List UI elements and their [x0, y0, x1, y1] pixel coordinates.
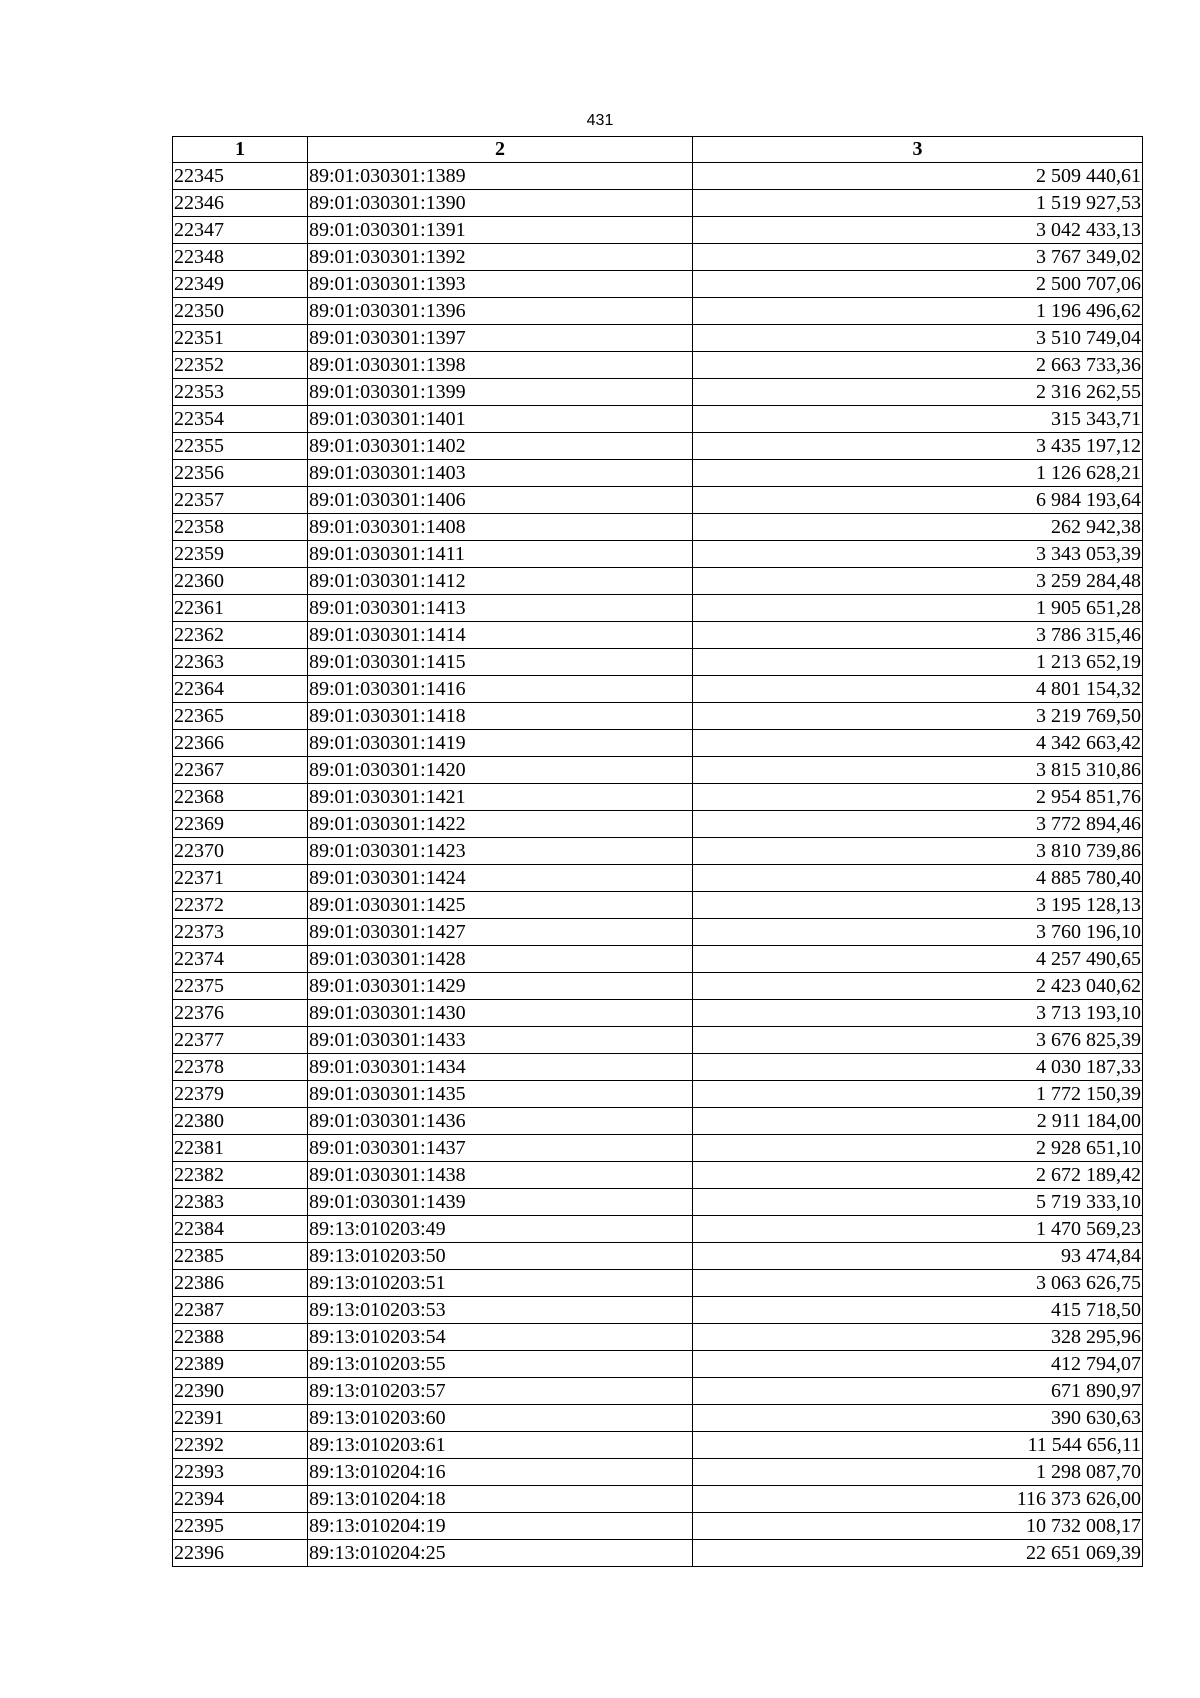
value-cell: 3 510 749,04: [693, 325, 1143, 352]
cadastral-number-cell: 89:01:030301:1428: [308, 946, 693, 973]
row-number-cell: 22350: [173, 298, 308, 325]
table-row: [173, 1135, 1143, 1162]
cadastral-number-cell: 89:01:030301:1391: [308, 217, 693, 244]
cadastral-number-cell: 89:13:010204:19: [308, 1513, 693, 1540]
table-row: [173, 325, 1143, 352]
row-number-cell: 22359: [173, 541, 308, 568]
value-cell: 2 954 851,76: [693, 784, 1143, 811]
cadastral-number-cell: 89:01:030301:1408: [308, 514, 693, 541]
value-cell: 6 984 193,64: [693, 487, 1143, 514]
cadastral-number-cell: 89:01:030301:1401: [308, 406, 693, 433]
cadastral-number-cell: 89:01:030301:1439: [308, 1189, 693, 1216]
value-cell: 3 772 894,46: [693, 811, 1143, 838]
table-row: [173, 1027, 1143, 1054]
value-cell: 328 295,96: [693, 1324, 1143, 1351]
row-number-cell: 22360: [173, 568, 308, 595]
value-cell: 1 772 150,39: [693, 1081, 1143, 1108]
value-cell: 2 663 733,36: [693, 352, 1143, 379]
table-row: [173, 1216, 1143, 1243]
table-row: [173, 1243, 1143, 1270]
table-row: [173, 406, 1143, 433]
cadastral-number-cell: 89:01:030301:1427: [308, 919, 693, 946]
row-number-cell: 22357: [173, 487, 308, 514]
table-row: [173, 595, 1143, 622]
value-cell: 412 794,07: [693, 1351, 1143, 1378]
table-row: [173, 1324, 1143, 1351]
row-number-cell: 22364: [173, 676, 308, 703]
cadastral-number-cell: 89:01:030301:1413: [308, 595, 693, 622]
value-cell: 93 474,84: [693, 1243, 1143, 1270]
value-cell: 3 435 197,12: [693, 433, 1143, 460]
value-cell: 4 885 780,40: [693, 865, 1143, 892]
cadastral-number-cell: 89:01:030301:1418: [308, 703, 693, 730]
row-number-cell: 22390: [173, 1378, 308, 1405]
cadastral-number-cell: 89:01:030301:1412: [308, 568, 693, 595]
table-row: [173, 541, 1143, 568]
value-cell: 22 651 069,39: [693, 1540, 1143, 1567]
value-cell: 1 470 569,23: [693, 1216, 1143, 1243]
table-row: [173, 352, 1143, 379]
cadastral-number-cell: 89:01:030301:1416: [308, 676, 693, 703]
row-number-cell: 22369: [173, 811, 308, 838]
cadastral-number-cell: 89:01:030301:1419: [308, 730, 693, 757]
table-row: [173, 1432, 1143, 1459]
table-row: [173, 703, 1143, 730]
value-cell: 2 509 440,61: [693, 163, 1143, 190]
row-number-cell: 22391: [173, 1405, 308, 1432]
value-cell: 262 942,38: [693, 514, 1143, 541]
cadastral-number-cell: 89:13:010204:16: [308, 1459, 693, 1486]
cadastral-number-cell: 89:13:010203:54: [308, 1324, 693, 1351]
row-number-cell: 22370: [173, 838, 308, 865]
cadastral-number-cell: 89:01:030301:1436: [308, 1108, 693, 1135]
value-cell: 4 257 490,65: [693, 946, 1143, 973]
value-cell: 4 342 663,42: [693, 730, 1143, 757]
cadastral-number-cell: 89:13:010203:50: [308, 1243, 693, 1270]
table-row: [173, 1108, 1143, 1135]
table-row: [173, 271, 1143, 298]
cadastral-number-cell: 89:13:010203:51: [308, 1270, 693, 1297]
value-cell: 3 786 315,46: [693, 622, 1143, 649]
table-row: [173, 379, 1143, 406]
value-cell: 4 801 154,32: [693, 676, 1143, 703]
cadastral-number-cell: 89:01:030301:1425: [308, 892, 693, 919]
value-cell: 1 519 927,53: [693, 190, 1143, 217]
table-row: [173, 1405, 1143, 1432]
cadastral-number-cell: 89:01:030301:1399: [308, 379, 693, 406]
row-number-cell: 22376: [173, 1000, 308, 1027]
row-number-cell: 22352: [173, 352, 308, 379]
row-number-cell: 22385: [173, 1243, 308, 1270]
row-number-cell: 22373: [173, 919, 308, 946]
column-header-1: 1: [173, 137, 308, 163]
cadastral-number-cell: 89:13:010204:18: [308, 1486, 693, 1513]
value-cell: 1 126 628,21: [693, 460, 1143, 487]
table-row: [173, 163, 1143, 190]
value-cell: 10 732 008,17: [693, 1513, 1143, 1540]
row-number-cell: 22396: [173, 1540, 308, 1567]
table-row: [173, 1459, 1143, 1486]
table-row: [173, 919, 1143, 946]
table-row: [173, 865, 1143, 892]
row-number-cell: 22368: [173, 784, 308, 811]
cadastral-number-cell: 89:01:030301:1406: [308, 487, 693, 514]
cadastral-number-cell: 89:01:030301:1402: [308, 433, 693, 460]
row-number-cell: 22366: [173, 730, 308, 757]
value-cell: 3 760 196,10: [693, 919, 1143, 946]
row-number-cell: 22383: [173, 1189, 308, 1216]
cadastral-number-cell: 89:01:030301:1424: [308, 865, 693, 892]
row-number-cell: 22355: [173, 433, 308, 460]
table-row: [173, 838, 1143, 865]
table-row: [173, 757, 1143, 784]
table-row: [173, 1486, 1143, 1513]
cadastral-number-cell: 89:01:030301:1414: [308, 622, 693, 649]
table-row: [173, 1351, 1143, 1378]
value-cell: 1 905 651,28: [693, 595, 1143, 622]
table-row: [173, 1513, 1143, 1540]
value-cell: 2 316 262,55: [693, 379, 1143, 406]
table-row: [173, 1000, 1143, 1027]
value-cell: 2 423 040,62: [693, 973, 1143, 1000]
table-row: [173, 190, 1143, 217]
row-number-cell: 22349: [173, 271, 308, 298]
table-row: [173, 892, 1143, 919]
value-cell: 3 219 769,50: [693, 703, 1143, 730]
cadastral-number-cell: 89:01:030301:1429: [308, 973, 693, 1000]
row-number-cell: 22347: [173, 217, 308, 244]
table-row: [173, 811, 1143, 838]
value-cell: 3 063 626,75: [693, 1270, 1143, 1297]
table-row: [173, 568, 1143, 595]
value-cell: 1 298 087,70: [693, 1459, 1143, 1486]
table-row: [173, 946, 1143, 973]
cadastral-number-cell: 89:01:030301:1392: [308, 244, 693, 271]
value-cell: 3 815 310,86: [693, 757, 1143, 784]
cadastral-number-cell: 89:01:030301:1415: [308, 649, 693, 676]
cadastral-number-cell: 89:01:030301:1438: [308, 1162, 693, 1189]
row-number-cell: 22392: [173, 1432, 308, 1459]
column-header-3: 3: [693, 137, 1143, 163]
row-number-cell: 22356: [173, 460, 308, 487]
value-cell: 3 042 433,13: [693, 217, 1143, 244]
table-row: [173, 1081, 1143, 1108]
row-number-cell: 22372: [173, 892, 308, 919]
cadastral-number-cell: 89:13:010203:57: [308, 1378, 693, 1405]
value-cell: 2 672 189,42: [693, 1162, 1143, 1189]
cadastral-number-cell: 89:01:030301:1403: [308, 460, 693, 487]
row-number-cell: 22388: [173, 1324, 308, 1351]
data-table: [172, 136, 1143, 1567]
column-header-2: 2: [308, 137, 693, 163]
value-cell: 3 810 739,86: [693, 838, 1143, 865]
page-number: 431: [586, 112, 614, 129]
table-row: [173, 487, 1143, 514]
row-number-cell: 22387: [173, 1297, 308, 1324]
row-number-cell: 22367: [173, 757, 308, 784]
row-number-cell: 22348: [173, 244, 308, 271]
row-number-cell: 22386: [173, 1270, 308, 1297]
cadastral-number-cell: 89:13:010204:25: [308, 1540, 693, 1567]
cadastral-number-cell: 89:13:010203:53: [308, 1297, 693, 1324]
row-number-cell: 22394: [173, 1486, 308, 1513]
row-number-cell: 22353: [173, 379, 308, 406]
table-row: [173, 622, 1143, 649]
row-number-cell: 22358: [173, 514, 308, 541]
cadastral-number-cell: 89:13:010203:55: [308, 1351, 693, 1378]
value-cell: 2 928 651,10: [693, 1135, 1143, 1162]
cadastral-number-cell: 89:01:030301:1390: [308, 190, 693, 217]
value-cell: 3 343 053,39: [693, 541, 1143, 568]
row-number-cell: 22375: [173, 973, 308, 1000]
cadastral-number-cell: 89:01:030301:1393: [308, 271, 693, 298]
table-row: [173, 433, 1143, 460]
value-cell: 116 373 626,00: [693, 1486, 1143, 1513]
table-body: [173, 163, 1143, 1567]
cadastral-number-cell: 89:13:010203:61: [308, 1432, 693, 1459]
table-row: [173, 973, 1143, 1000]
row-number-cell: 22363: [173, 649, 308, 676]
value-cell: 2 911 184,00: [693, 1108, 1143, 1135]
value-cell: 2 500 707,06: [693, 271, 1143, 298]
table-row: [173, 1540, 1143, 1567]
header-row: [173, 137, 1143, 163]
table-row: [173, 676, 1143, 703]
value-cell: 415 718,50: [693, 1297, 1143, 1324]
table-row: [173, 730, 1143, 757]
table-header: [173, 137, 1143, 163]
value-cell: 1 196 496,62: [693, 298, 1143, 325]
cadastral-number-cell: 89:01:030301:1396: [308, 298, 693, 325]
cadastral-number-cell: 89:01:030301:1411: [308, 541, 693, 568]
row-number-cell: 22374: [173, 946, 308, 973]
row-number-cell: 22379: [173, 1081, 308, 1108]
cadastral-number-cell: 89:01:030301:1423: [308, 838, 693, 865]
cadastral-number-cell: 89:01:030301:1433: [308, 1027, 693, 1054]
row-number-cell: 22382: [173, 1162, 308, 1189]
value-cell: 315 343,71: [693, 406, 1143, 433]
cadastral-number-cell: 89:01:030301:1435: [308, 1081, 693, 1108]
row-number-cell: 22377: [173, 1027, 308, 1054]
row-number-cell: 22395: [173, 1513, 308, 1540]
row-number-cell: 22389: [173, 1351, 308, 1378]
table-row: [173, 1270, 1143, 1297]
row-number-cell: 22384: [173, 1216, 308, 1243]
table-row: [173, 784, 1143, 811]
value-cell: 671 890,97: [693, 1378, 1143, 1405]
table-row: [173, 649, 1143, 676]
row-number-cell: 22362: [173, 622, 308, 649]
row-number-cell: 22361: [173, 595, 308, 622]
table-row: [173, 1378, 1143, 1405]
value-cell: 3 195 128,13: [693, 892, 1143, 919]
cadastral-number-cell: 89:01:030301:1421: [308, 784, 693, 811]
cadastral-number-cell: 89:01:030301:1434: [308, 1054, 693, 1081]
value-cell: 3 713 193,10: [693, 1000, 1143, 1027]
cadastral-number-cell: 89:01:030301:1420: [308, 757, 693, 784]
cadastral-number-cell: 89:13:010203:49: [308, 1216, 693, 1243]
row-number-cell: 22380: [173, 1108, 308, 1135]
row-number-cell: 22378: [173, 1054, 308, 1081]
cadastral-number-cell: 89:01:030301:1422: [308, 811, 693, 838]
value-cell: 4 030 187,33: [693, 1054, 1143, 1081]
value-cell: 3 259 284,48: [693, 568, 1143, 595]
cadastral-number-cell: 89:01:030301:1398: [308, 352, 693, 379]
table-row: [173, 514, 1143, 541]
row-number-cell: 22351: [173, 325, 308, 352]
table-row: [173, 460, 1143, 487]
row-number-cell: 22393: [173, 1459, 308, 1486]
row-number-cell: 22345: [173, 163, 308, 190]
cadastral-number-cell: 89:01:030301:1430: [308, 1000, 693, 1027]
row-number-cell: 22381: [173, 1135, 308, 1162]
table-row: [173, 1162, 1143, 1189]
value-cell: 1 213 652,19: [693, 649, 1143, 676]
table-row: [173, 1189, 1143, 1216]
row-number-cell: 22346: [173, 190, 308, 217]
cadastral-number-cell: 89:01:030301:1389: [308, 163, 693, 190]
value-cell: 390 630,63: [693, 1405, 1143, 1432]
value-cell: 5 719 333,10: [693, 1189, 1143, 1216]
table-row: [173, 1297, 1143, 1324]
table-row: [173, 298, 1143, 325]
value-cell: 3 767 349,02: [693, 244, 1143, 271]
cadastral-number-cell: 89:01:030301:1397: [308, 325, 693, 352]
row-number-cell: 22371: [173, 865, 308, 892]
value-cell: 11 544 656,11: [693, 1432, 1143, 1459]
value-cell: 3 676 825,39: [693, 1027, 1143, 1054]
table-row: [173, 244, 1143, 271]
cadastral-number-cell: 89:01:030301:1437: [308, 1135, 693, 1162]
row-number-cell: 22354: [173, 406, 308, 433]
table-row: [173, 217, 1143, 244]
row-number-cell: 22365: [173, 703, 308, 730]
table-row: [173, 1054, 1143, 1081]
cadastral-number-cell: 89:13:010203:60: [308, 1405, 693, 1432]
